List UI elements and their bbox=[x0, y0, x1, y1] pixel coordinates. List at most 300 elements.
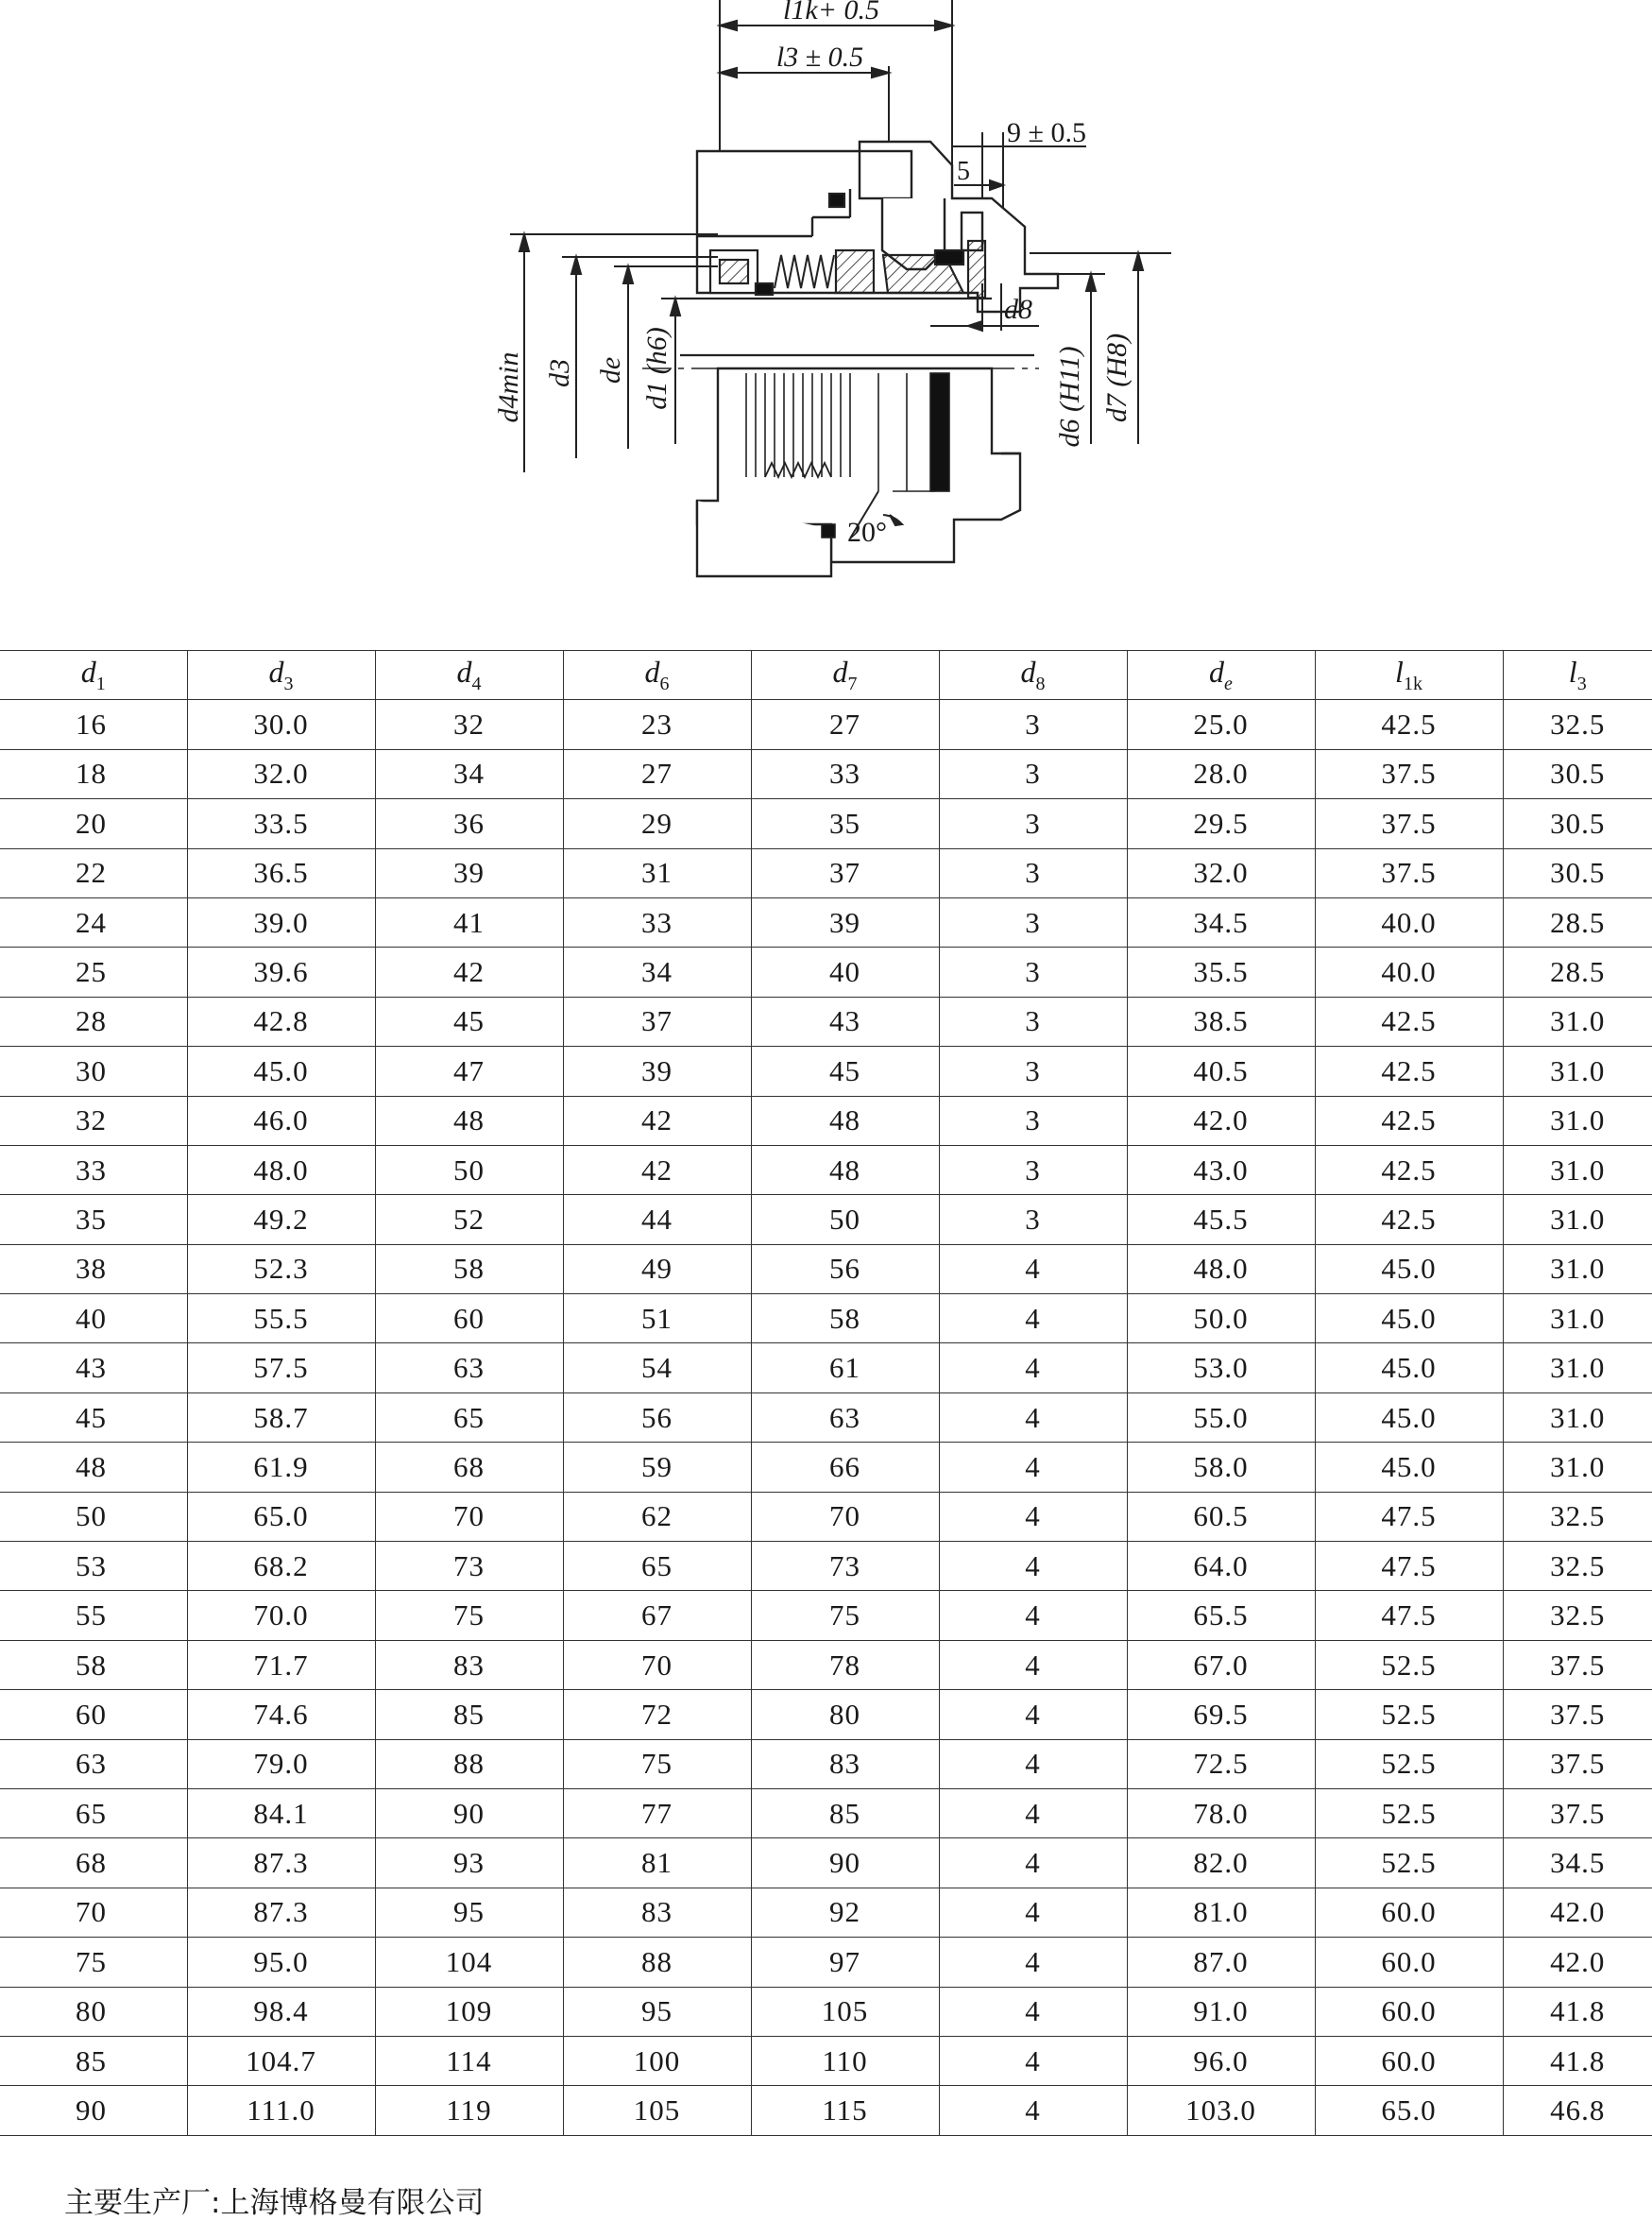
table-cell: 31.0 bbox=[1503, 1047, 1652, 1096]
table-cell: 31.0 bbox=[1503, 1294, 1652, 1343]
table-cell: 4 bbox=[939, 1888, 1127, 1937]
table-cell: 90 bbox=[0, 2086, 187, 2135]
table-row bbox=[0, 1542, 1652, 1591]
table-cell: 45 bbox=[375, 997, 563, 1046]
column-header bbox=[1503, 651, 1652, 700]
table-cell: 32.5 bbox=[1503, 700, 1652, 749]
table-row bbox=[0, 1443, 1652, 1492]
table-cell: 33.5 bbox=[187, 799, 375, 848]
table-cell: 82.0 bbox=[1127, 1838, 1315, 1888]
table-cell: 67.0 bbox=[1127, 1640, 1315, 1689]
table-cell: 95 bbox=[563, 1987, 751, 2036]
table-cell: 4 bbox=[939, 2086, 1127, 2135]
table-cell: 3 bbox=[939, 1096, 1127, 1145]
column-header-subscript: 1k bbox=[1403, 674, 1422, 695]
column-header bbox=[0, 651, 187, 700]
table-cell: 105 bbox=[751, 1987, 939, 2036]
table-cell: 3 bbox=[939, 1195, 1127, 1244]
table-cell: 31.0 bbox=[1503, 1145, 1652, 1194]
column-header bbox=[375, 651, 563, 700]
table-cell: 4 bbox=[939, 1443, 1127, 1492]
table-cell: 88 bbox=[563, 1938, 751, 1987]
table-cell: 55.5 bbox=[187, 1294, 375, 1343]
table-cell: 68 bbox=[375, 1443, 563, 1492]
table-body bbox=[0, 700, 1652, 2135]
table-cell: 3 bbox=[939, 997, 1127, 1046]
table-cell: 70 bbox=[0, 1888, 187, 1937]
table-cell: 35 bbox=[0, 1195, 187, 1244]
table-cell: 45.0 bbox=[1315, 1244, 1503, 1293]
label-de: de bbox=[595, 356, 626, 384]
label-d6-h11: d6 (H11) bbox=[1054, 346, 1085, 448]
table-cell: 34.5 bbox=[1127, 897, 1315, 947]
table-row bbox=[0, 1788, 1652, 1837]
label-d4min: d4min bbox=[493, 351, 524, 423]
table-cell: 4 bbox=[939, 1788, 1127, 1837]
table-cell: 20 bbox=[0, 799, 187, 848]
table-cell: 104 bbox=[375, 1938, 563, 1987]
table-cell: 87.3 bbox=[187, 1888, 375, 1937]
table-cell: 43.0 bbox=[1127, 1145, 1315, 1194]
table-cell: 85 bbox=[0, 2036, 187, 2085]
table-cell: 43 bbox=[0, 1343, 187, 1392]
table-cell: 42.0 bbox=[1127, 1096, 1315, 1145]
table-cell: 37.5 bbox=[1503, 1788, 1652, 1837]
table-cell: 85 bbox=[375, 1690, 563, 1739]
table-cell: 56 bbox=[751, 1244, 939, 1293]
column-header-subscript: e bbox=[1224, 674, 1233, 695]
table-cell: 63 bbox=[0, 1739, 187, 1788]
table-cell: 27 bbox=[751, 700, 939, 749]
label-d7-h8: d7 (H8) bbox=[1101, 333, 1133, 423]
table-cell: 65 bbox=[0, 1788, 187, 1837]
table-cell: 78 bbox=[751, 1640, 939, 1689]
table-cell: 51 bbox=[563, 1294, 751, 1343]
table-cell: 29 bbox=[563, 799, 751, 848]
table-cell: 90 bbox=[375, 1788, 563, 1837]
table-cell: 40.0 bbox=[1315, 897, 1503, 947]
table-cell: 83 bbox=[375, 1640, 563, 1689]
table-cell: 110 bbox=[751, 2036, 939, 2085]
table-cell: 62 bbox=[563, 1492, 751, 1541]
table-cell: 88 bbox=[375, 1739, 563, 1788]
table-row bbox=[0, 1591, 1652, 1640]
table-cell: 42.5 bbox=[1315, 1096, 1503, 1145]
table-cell: 37.5 bbox=[1503, 1640, 1652, 1689]
table-cell: 45.0 bbox=[1315, 1294, 1503, 1343]
table-cell: 52.5 bbox=[1315, 1838, 1503, 1888]
table-cell: 45 bbox=[0, 1392, 187, 1442]
table-row bbox=[0, 1096, 1652, 1145]
table-cell: 4 bbox=[939, 1640, 1127, 1689]
table-cell: 33 bbox=[751, 749, 939, 798]
table-cell: 4 bbox=[939, 1591, 1127, 1640]
table-cell: 42.5 bbox=[1315, 997, 1503, 1046]
table-row bbox=[0, 700, 1652, 749]
table-cell: 39.6 bbox=[187, 948, 375, 997]
table-cell: 31.0 bbox=[1503, 1244, 1652, 1293]
label-d8: d8 bbox=[1004, 294, 1032, 325]
table-cell: 69.5 bbox=[1127, 1690, 1315, 1739]
table-cell: 35.5 bbox=[1127, 948, 1315, 997]
dimension-l1k-label: l1k+ 0.5 bbox=[783, 0, 879, 26]
column-header-symbol: d bbox=[80, 655, 96, 690]
table-cell: 31.0 bbox=[1503, 1343, 1652, 1392]
table-cell: 18 bbox=[0, 749, 187, 798]
table-row bbox=[0, 897, 1652, 947]
table-cell: 73 bbox=[751, 1542, 939, 1591]
table-cell: 40.5 bbox=[1127, 1047, 1315, 1096]
column-header-subscript: 1 bbox=[95, 674, 106, 695]
table-cell: 47.5 bbox=[1315, 1492, 1503, 1541]
label-angle: 20° bbox=[847, 517, 887, 548]
table-cell: 31.0 bbox=[1503, 997, 1652, 1046]
table-cell: 30.5 bbox=[1503, 799, 1652, 848]
dimension-5-label: 5 bbox=[957, 157, 970, 186]
table-cell: 55 bbox=[0, 1591, 187, 1640]
table-cell: 42.5 bbox=[1315, 700, 1503, 749]
table-row bbox=[0, 1739, 1652, 1788]
table-cell: 50 bbox=[375, 1145, 563, 1194]
table-cell: 27 bbox=[563, 749, 751, 798]
table-cell: 3 bbox=[939, 1047, 1127, 1096]
table-row bbox=[0, 1640, 1652, 1689]
table-cell: 60.0 bbox=[1315, 2036, 1503, 2085]
table-cell: 49 bbox=[563, 1244, 751, 1293]
table-cell: 4 bbox=[939, 1244, 1127, 1293]
table-cell: 4 bbox=[939, 1392, 1127, 1442]
table-cell: 95.0 bbox=[187, 1938, 375, 1987]
table-cell: 32 bbox=[0, 1096, 187, 1145]
table-cell: 46.8 bbox=[1503, 2086, 1652, 2135]
dimension-l3-label: l3 ± 0.5 bbox=[775, 42, 864, 73]
column-header-subscript: 7 bbox=[847, 674, 858, 695]
table-cell: 77 bbox=[563, 1788, 751, 1837]
table-cell: 52.5 bbox=[1315, 1690, 1503, 1739]
table-cell: 83 bbox=[751, 1739, 939, 1788]
table-cell: 109 bbox=[375, 1987, 563, 2036]
table-row bbox=[0, 1047, 1652, 1096]
table-cell: 53.0 bbox=[1127, 1343, 1315, 1392]
table-cell: 4 bbox=[939, 1690, 1127, 1739]
table-cell: 78.0 bbox=[1127, 1788, 1315, 1837]
table-cell: 32.0 bbox=[187, 749, 375, 798]
table-cell: 39 bbox=[375, 848, 563, 897]
table-cell: 65 bbox=[375, 1392, 563, 1442]
table-cell: 65.0 bbox=[1315, 2086, 1503, 2135]
table-cell: 38.5 bbox=[1127, 997, 1315, 1046]
column-header bbox=[939, 651, 1127, 700]
table-cell: 81.0 bbox=[1127, 1888, 1315, 1937]
table-cell: 37 bbox=[563, 997, 751, 1046]
manufacturer-note: 主要生产厂:上海博格曼有限公司 bbox=[64, 2186, 485, 2220]
table-cell: 71.7 bbox=[187, 1640, 375, 1689]
table-cell: 75 bbox=[563, 1739, 751, 1788]
column-header-subscript: 4 bbox=[471, 674, 482, 695]
table-cell: 16 bbox=[0, 700, 187, 749]
table-cell: 70.0 bbox=[187, 1591, 375, 1640]
table-cell: 30.5 bbox=[1503, 749, 1652, 798]
column-header bbox=[751, 651, 939, 700]
table-cell: 48 bbox=[0, 1443, 187, 1492]
table-cell: 25 bbox=[0, 948, 187, 997]
dimension-l3 bbox=[720, 66, 889, 151]
table-cell: 40.0 bbox=[1315, 948, 1503, 997]
table-row bbox=[0, 1294, 1652, 1343]
table-row bbox=[0, 1244, 1652, 1293]
table-cell: 111.0 bbox=[187, 2086, 375, 2135]
table-cell: 75 bbox=[375, 1591, 563, 1640]
table-row bbox=[0, 749, 1652, 798]
table-cell: 53 bbox=[0, 1542, 187, 1591]
table-row bbox=[0, 799, 1652, 848]
table-cell: 34 bbox=[563, 948, 751, 997]
table-cell: 54 bbox=[563, 1343, 751, 1392]
table-cell: 42 bbox=[375, 948, 563, 997]
table-cell: 115 bbox=[751, 2086, 939, 2135]
table-cell: 58 bbox=[0, 1640, 187, 1689]
column-header-symbol: l bbox=[1568, 655, 1577, 690]
column-header-symbol: d bbox=[1020, 655, 1036, 690]
table-cell: 31.0 bbox=[1503, 1392, 1652, 1442]
column-header-symbol: d bbox=[644, 655, 660, 690]
table-row bbox=[0, 1888, 1652, 1937]
table-cell: 49.2 bbox=[187, 1195, 375, 1244]
table-cell: 52.5 bbox=[1315, 1640, 1503, 1689]
table-cell: 47.5 bbox=[1315, 1591, 1503, 1640]
table-cell: 60 bbox=[375, 1294, 563, 1343]
table-cell: 4 bbox=[939, 2036, 1127, 2085]
table-cell: 33 bbox=[563, 897, 751, 947]
table-row bbox=[0, 1690, 1652, 1739]
column-header-symbol: l bbox=[1395, 655, 1404, 690]
table-row bbox=[0, 948, 1652, 997]
table-cell: 31 bbox=[563, 848, 751, 897]
table-cell: 3 bbox=[939, 700, 1127, 749]
table-cell: 3 bbox=[939, 799, 1127, 848]
table-cell: 4 bbox=[939, 1492, 1127, 1541]
table-cell: 61.9 bbox=[187, 1443, 375, 1492]
table-cell: 46.0 bbox=[187, 1096, 375, 1145]
table-cell: 37.5 bbox=[1503, 1690, 1652, 1739]
table-cell: 3 bbox=[939, 948, 1127, 997]
table-row bbox=[0, 848, 1652, 897]
table-cell: 72 bbox=[563, 1690, 751, 1739]
table-cell: 68 bbox=[0, 1838, 187, 1888]
table-cell: 47 bbox=[375, 1047, 563, 1096]
table-cell: 31.0 bbox=[1503, 1096, 1652, 1145]
table-cell: 40 bbox=[0, 1294, 187, 1343]
label-d3: d3 bbox=[544, 359, 575, 387]
column-header bbox=[187, 651, 375, 700]
seal-cross-section-drawing bbox=[0, 0, 1652, 605]
table-cell: 90 bbox=[751, 1838, 939, 1888]
table-cell: 3 bbox=[939, 1145, 1127, 1194]
table-row bbox=[0, 2086, 1652, 2135]
table-cell: 31.0 bbox=[1503, 1443, 1652, 1492]
table-cell: 61 bbox=[751, 1343, 939, 1392]
table-cell: 81 bbox=[563, 1838, 751, 1888]
table-cell: 75 bbox=[0, 1938, 187, 1987]
table-cell: 42.0 bbox=[1503, 1888, 1652, 1937]
table-cell: 103.0 bbox=[1127, 2086, 1315, 2135]
table-cell: 48 bbox=[375, 1096, 563, 1145]
table-cell: 65.5 bbox=[1127, 1591, 1315, 1640]
table-cell: 44 bbox=[563, 1195, 751, 1244]
table-cell: 48.0 bbox=[187, 1145, 375, 1194]
table-cell: 42 bbox=[563, 1145, 751, 1194]
table-cell: 50.0 bbox=[1127, 1294, 1315, 1343]
table-cell: 30.5 bbox=[1503, 848, 1652, 897]
table-row bbox=[0, 1938, 1652, 1987]
column-header bbox=[1315, 651, 1503, 700]
table-cell: 42.8 bbox=[187, 997, 375, 1046]
table-cell: 65 bbox=[563, 1542, 751, 1591]
table-cell: 80 bbox=[0, 1987, 187, 2036]
table-cell: 92 bbox=[751, 1888, 939, 1937]
table-cell: 75 bbox=[751, 1591, 939, 1640]
column-header-symbol: d bbox=[1209, 655, 1225, 690]
table-cell: 4 bbox=[939, 1838, 1127, 1888]
table-cell: 31.0 bbox=[1503, 1195, 1652, 1244]
table-cell: 4 bbox=[939, 1542, 1127, 1591]
table-cell: 98.4 bbox=[187, 1987, 375, 2036]
table-cell: 100 bbox=[563, 2036, 751, 2085]
table-cell: 48.0 bbox=[1127, 1244, 1315, 1293]
table-cell: 52.3 bbox=[187, 1244, 375, 1293]
table-cell: 4 bbox=[939, 1343, 1127, 1392]
table-cell: 29.5 bbox=[1127, 799, 1315, 848]
table-cell: 97 bbox=[751, 1938, 939, 1987]
table-cell: 91.0 bbox=[1127, 1987, 1315, 2036]
table-cell: 58.0 bbox=[1127, 1443, 1315, 1492]
column-header-subscript: 8 bbox=[1035, 674, 1046, 695]
column-header-symbol: d bbox=[268, 655, 284, 690]
table-row bbox=[0, 1392, 1652, 1442]
table-cell: 45.0 bbox=[1315, 1343, 1503, 1392]
table-cell: 30.0 bbox=[187, 700, 375, 749]
table-cell: 39 bbox=[751, 897, 939, 947]
column-header bbox=[563, 651, 751, 700]
table-cell: 43 bbox=[751, 997, 939, 1046]
table-row bbox=[0, 997, 1652, 1046]
table-cell: 80 bbox=[751, 1690, 939, 1739]
table-cell: 30 bbox=[0, 1047, 187, 1096]
table-cell: 105 bbox=[563, 2086, 751, 2135]
table-cell: 28.5 bbox=[1503, 948, 1652, 997]
table-cell: 41.8 bbox=[1503, 1987, 1652, 2036]
table-cell: 41.8 bbox=[1503, 2036, 1652, 2085]
table-cell: 32.5 bbox=[1503, 1542, 1652, 1591]
table-row bbox=[0, 1492, 1652, 1541]
table-cell: 87.3 bbox=[187, 1838, 375, 1888]
table-cell: 52.5 bbox=[1315, 1788, 1503, 1837]
table-cell: 42.5 bbox=[1315, 1145, 1503, 1194]
table-cell: 50 bbox=[0, 1492, 187, 1541]
table-cell: 60.5 bbox=[1127, 1492, 1315, 1541]
table-cell: 42.0 bbox=[1503, 1938, 1652, 1987]
table-cell: 41 bbox=[375, 897, 563, 947]
table-cell: 3 bbox=[939, 749, 1127, 798]
table-cell: 39 bbox=[563, 1047, 751, 1096]
table-cell: 28 bbox=[0, 997, 187, 1046]
table-cell: 59 bbox=[563, 1443, 751, 1492]
table-cell: 73 bbox=[375, 1542, 563, 1591]
table-cell: 39.0 bbox=[187, 897, 375, 947]
label-d1-h6: d1 (h6) bbox=[641, 327, 673, 410]
table-cell: 3 bbox=[939, 848, 1127, 897]
table-cell: 67 bbox=[563, 1591, 751, 1640]
table-cell: 32.0 bbox=[1127, 848, 1315, 897]
table-cell: 45.5 bbox=[1127, 1195, 1315, 1244]
column-header-subscript: 6 bbox=[659, 674, 670, 695]
table-cell: 104.7 bbox=[187, 2036, 375, 2085]
table-cell: 119 bbox=[375, 2086, 563, 2135]
table-cell: 36 bbox=[375, 799, 563, 848]
table-cell: 47.5 bbox=[1315, 1542, 1503, 1591]
table-cell: 66 bbox=[751, 1443, 939, 1492]
table-cell: 65.0 bbox=[187, 1492, 375, 1541]
table-cell: 63 bbox=[375, 1343, 563, 1392]
table-cell: 45.0 bbox=[187, 1047, 375, 1096]
table-cell: 34 bbox=[375, 749, 563, 798]
table-cell: 70 bbox=[563, 1640, 751, 1689]
table-cell: 52.5 bbox=[1315, 1739, 1503, 1788]
table-cell: 34.5 bbox=[1503, 1838, 1652, 1888]
table-cell: 28.0 bbox=[1127, 749, 1315, 798]
table-row bbox=[0, 1343, 1652, 1392]
table-cell: 37.5 bbox=[1315, 749, 1503, 798]
table-cell: 58 bbox=[375, 1244, 563, 1293]
table-cell: 37.5 bbox=[1315, 848, 1503, 897]
dimension-table bbox=[0, 650, 1652, 2136]
table-cell: 58 bbox=[751, 1294, 939, 1343]
table-cell: 45.0 bbox=[1315, 1392, 1503, 1442]
table-cell: 70 bbox=[751, 1492, 939, 1541]
table-cell: 22 bbox=[0, 848, 187, 897]
column-header-symbol: d bbox=[832, 655, 848, 690]
table-cell: 60.0 bbox=[1315, 1987, 1503, 2036]
table-cell: 74.6 bbox=[187, 1690, 375, 1739]
table-header-row bbox=[0, 651, 1652, 700]
table-cell: 56 bbox=[563, 1392, 751, 1442]
table-row bbox=[0, 1195, 1652, 1244]
table-cell: 114 bbox=[375, 2036, 563, 2085]
table-cell: 55.0 bbox=[1127, 1392, 1315, 1442]
table-cell: 58.7 bbox=[187, 1392, 375, 1442]
table-cell: 4 bbox=[939, 1294, 1127, 1343]
table-cell: 68.2 bbox=[187, 1542, 375, 1591]
table-row bbox=[0, 1145, 1652, 1194]
table-cell: 50 bbox=[751, 1195, 939, 1244]
table-cell: 79.0 bbox=[187, 1739, 375, 1788]
table-cell: 33 bbox=[0, 1145, 187, 1194]
table-cell: 64.0 bbox=[1127, 1542, 1315, 1591]
table-cell: 4 bbox=[939, 1987, 1127, 2036]
table-row bbox=[0, 1987, 1652, 2036]
column-header-symbol: d bbox=[456, 655, 472, 690]
table-row bbox=[0, 2036, 1652, 2085]
table-cell: 42.5 bbox=[1315, 1047, 1503, 1096]
table-cell: 48 bbox=[751, 1096, 939, 1145]
table-cell: 36.5 bbox=[187, 848, 375, 897]
table-cell: 40 bbox=[751, 948, 939, 997]
table-cell: 60.0 bbox=[1315, 1938, 1503, 1987]
dimension-verticals-left bbox=[510, 234, 718, 472]
table-cell: 32.5 bbox=[1503, 1591, 1652, 1640]
table-cell: 38 bbox=[0, 1244, 187, 1293]
table-cell: 45.0 bbox=[1315, 1443, 1503, 1492]
